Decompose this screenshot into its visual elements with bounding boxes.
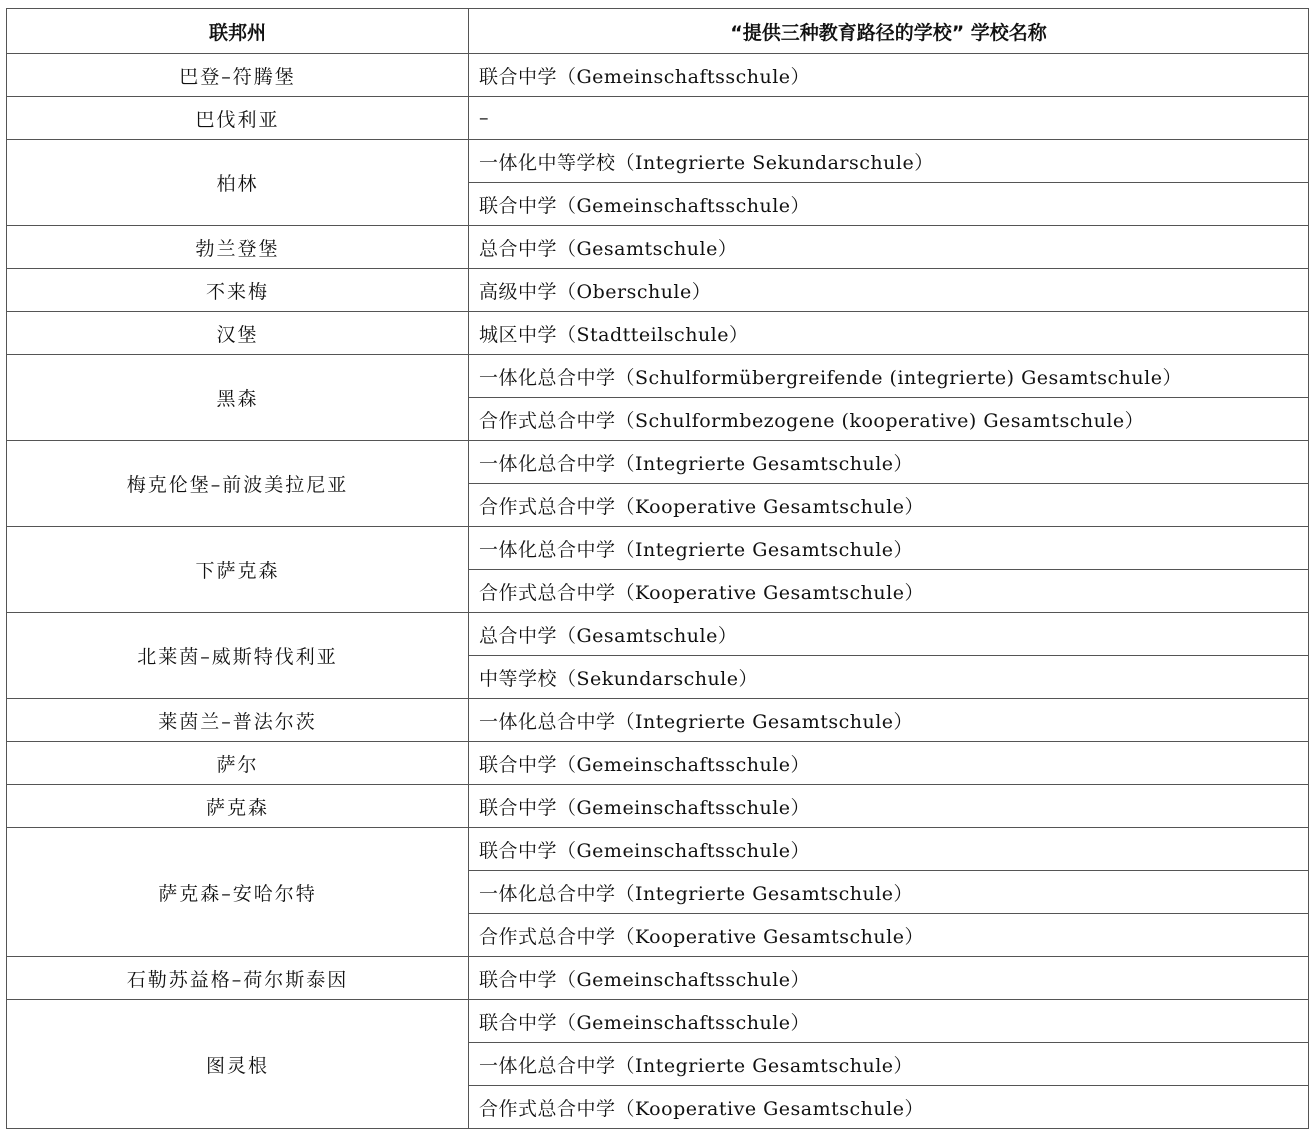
header-state: 联邦州: [7, 9, 469, 54]
school-cell: 联合中学（Gemeinschaftsschule）: [469, 957, 1309, 1000]
table-row: [7, 527, 1309, 570]
school-cell: 合作式总合中学（Kooperative Gesamtschule）: [469, 914, 1309, 957]
school-cell: 一体化总合中学（Integrierte Gesamtschule）: [469, 441, 1309, 484]
school-cell: 合作式总合中学（Schulformbezogene (kooperative) Gesamtschule）: [469, 398, 1309, 441]
table-row: [7, 613, 1309, 656]
state-cell: 梅克伦堡–前波美拉尼亚: [7, 441, 469, 527]
school-cell: 一体化总合中学（Integrierte Gesamtschule）: [469, 1043, 1309, 1086]
table-row: [7, 269, 1309, 312]
table-row: [7, 441, 1309, 484]
header-row: [7, 9, 1309, 54]
state-cell: 图灵根: [7, 1000, 469, 1129]
state-cell: 下萨克森: [7, 527, 469, 613]
state-cell: 萨克森–安哈尔特: [7, 828, 469, 957]
state-cell: 柏林: [7, 140, 469, 226]
state-cell: 莱茵兰–普法尔茨: [7, 699, 469, 742]
school-types-table: [6, 8, 1309, 1129]
table-row: [7, 355, 1309, 398]
state-cell: 石勒苏益格–荷尔斯泰因: [7, 957, 469, 1000]
school-cell: 联合中学（Gemeinschaftsschule）: [469, 54, 1309, 97]
state-cell: 巴登–符腾堡: [7, 54, 469, 97]
table-row: [7, 312, 1309, 355]
table-row: [7, 785, 1309, 828]
school-cell: 合作式总合中学（Kooperative Gesamtschule）: [469, 570, 1309, 613]
state-cell: 萨克森: [7, 785, 469, 828]
table-row: [7, 957, 1309, 1000]
state-cell: 勃兰登堡: [7, 226, 469, 269]
table-row: [7, 1000, 1309, 1043]
state-cell: 黑森: [7, 355, 469, 441]
school-cell: 一体化总合中学（Integrierte Gesamtschule）: [469, 699, 1309, 742]
state-cell: 北莱茵–威斯特伐利亚: [7, 613, 469, 699]
school-cell: 中等学校（Sekundarschule）: [469, 656, 1309, 699]
school-cell: 合作式总合中学（Kooperative Gesamtschule）: [469, 1086, 1309, 1129]
table-row: [7, 742, 1309, 785]
table-row: [7, 54, 1309, 97]
table-row: [7, 140, 1309, 183]
school-cell: 联合中学（Gemeinschaftsschule）: [469, 785, 1309, 828]
header-school: “提供三种教育路径的学校” 学校名称: [469, 9, 1309, 54]
school-cell: 联合中学（Gemeinschaftsschule）: [469, 742, 1309, 785]
table-body: [7, 54, 1309, 1129]
school-cell: 一体化总合中学（Integrierte Gesamtschule）: [469, 527, 1309, 570]
school-cell: 一体化总合中学（Integrierte Gesamtschule）: [469, 871, 1309, 914]
state-cell: 汉堡: [7, 312, 469, 355]
table-row: [7, 226, 1309, 269]
state-cell: 巴伐利亚: [7, 97, 469, 140]
state-cell: 不来梅: [7, 269, 469, 312]
table-row: [7, 97, 1309, 140]
table-row: [7, 828, 1309, 871]
state-cell: 萨尔: [7, 742, 469, 785]
table-row: [7, 699, 1309, 742]
school-cell: 联合中学（Gemeinschaftsschule）: [469, 183, 1309, 226]
school-cell: 合作式总合中学（Kooperative Gesamtschule）: [469, 484, 1309, 527]
school-cell: 联合中学（Gemeinschaftsschule）: [469, 1000, 1309, 1043]
school-cell: 高级中学（Oberschule）: [469, 269, 1309, 312]
school-cell: 城区中学（Stadtteilschule）: [469, 312, 1309, 355]
school-cell: 联合中学（Gemeinschaftsschule）: [469, 828, 1309, 871]
school-cell: 一体化中等学校（Integrierte Sekundarschule）: [469, 140, 1309, 183]
school-cell: 一体化总合中学（Schulformübergreifende (integrierte) Gesamtschule）: [469, 355, 1309, 398]
school-cell: 总合中学（Gesamtschule）: [469, 226, 1309, 269]
school-cell: 总合中学（Gesamtschule）: [469, 613, 1309, 656]
school-cell: –: [469, 97, 1309, 140]
